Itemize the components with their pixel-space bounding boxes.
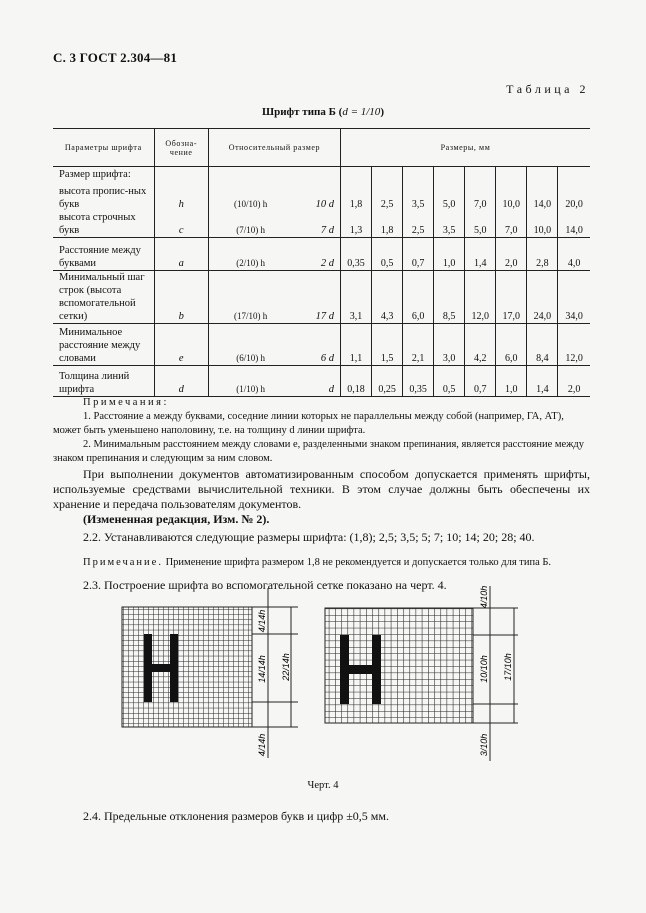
- item-2-3: 2.3. Построение шрифта во вспомогательной сетке показано на черт. 4.: [83, 578, 447, 592]
- value-cell: 12,0: [465, 271, 496, 324]
- page-header: С. 3 ГОСТ 2.304—81: [53, 50, 178, 65]
- value-cell: 7,0: [496, 211, 527, 238]
- letter-h-right-bar: [340, 665, 381, 674]
- note-1: 1. Расстояние a между буквами, соседние линии которых не параллельны между собой (например, ГА, АТ), может быть уменьшено наполовину, т.е. на толщину d линии шрифта.: [53, 411, 564, 436]
- d-cell: 2 d: [292, 238, 340, 271]
- value-cell: 1,0: [434, 238, 465, 271]
- value-cell: 2,8: [527, 238, 558, 271]
- value-cell: 10,0: [496, 181, 527, 211]
- relative-cell: (6/10) h: [208, 324, 292, 366]
- value-cell: 0,7: [403, 238, 434, 271]
- item-2-4: 2.4. Предельные отклонения размеров букв и цифр ±0,5 мм.: [83, 809, 389, 823]
- value-cell: 5,0: [434, 181, 465, 211]
- grid-right: [325, 608, 473, 723]
- font-parameters-table: [53, 128, 590, 397]
- param-cell: Минимальный шаг строк (высота вспомогательной сетки): [53, 271, 154, 324]
- note-2: 2. Минимальным расстоянием между словами e, разделенными знаком препинания, является расстояние между знаком препинания и следующим за ним словом.: [53, 439, 585, 464]
- dim-right-top: 4/10h: [479, 585, 489, 609]
- dim-left-total: 22/14h: [281, 653, 291, 681]
- dim-right-bottom: 3/10h: [479, 733, 489, 757]
- grid-left: [122, 607, 252, 727]
- param-cell: Минимальное расстояние между словами: [53, 324, 154, 366]
- table-header-row: [53, 129, 590, 167]
- header-sizes: Размеры, мм: [341, 129, 590, 167]
- figure-caption: Черт. 4: [307, 780, 339, 791]
- value-cell: 7,0: [465, 181, 496, 211]
- value-cell: 4,2: [465, 324, 496, 366]
- param-cell: высота строчных букв: [53, 211, 154, 238]
- value-cell: 34,0: [558, 271, 590, 324]
- value-cell: 0,35: [403, 366, 434, 397]
- value-cell: 12,0: [558, 324, 590, 366]
- value-cell: 14,0: [527, 181, 558, 211]
- value-cell: 1,3: [341, 211, 372, 238]
- relative-cell: (7/10) h: [208, 211, 292, 238]
- notes-title: Примечания:: [83, 397, 169, 408]
- d-cell: d: [292, 366, 340, 397]
- table-row: [53, 238, 590, 271]
- value-cell: 2,5: [403, 211, 434, 238]
- value-cell: 2,5: [372, 181, 403, 211]
- value-cell: 20,0: [558, 181, 590, 211]
- value-cell: 1,5: [372, 324, 403, 366]
- table-caption-formula: d = 1/10: [342, 106, 381, 118]
- value-cell: 17,0: [496, 271, 527, 324]
- note-2-2-label: Примечание.: [83, 557, 163, 568]
- value-cell: 1,4: [465, 238, 496, 271]
- value-cell: 1,1: [341, 324, 372, 366]
- value-cell: 3,0: [434, 324, 465, 366]
- table-caption-suffix: ): [380, 106, 384, 118]
- value-cell: 3,5: [403, 181, 434, 211]
- symbol-cell: h: [154, 181, 208, 211]
- table-row: [53, 211, 590, 238]
- symbol-cell: e: [154, 324, 208, 366]
- d-cell: 17 d: [292, 271, 340, 324]
- header-params: Параметры шрифта: [53, 129, 154, 167]
- value-cell: 0,5: [372, 238, 403, 271]
- table-row: [53, 366, 590, 397]
- value-cell: 2,0: [496, 238, 527, 271]
- header-relative: Относительный размер: [208, 129, 340, 167]
- dim-left-top: 4/14h: [257, 609, 267, 633]
- header-symbol: Обозна-чение: [154, 129, 208, 167]
- d-cell: 6 d: [292, 324, 340, 366]
- value-cell: 2,1: [403, 324, 434, 366]
- symbol-cell: a: [154, 238, 208, 271]
- table-caption: [0, 106, 646, 118]
- value-cell: 24,0: [527, 271, 558, 324]
- table-notes: [53, 396, 590, 466]
- value-cell: 0,35: [341, 238, 372, 271]
- symbol-cell: b: [154, 271, 208, 324]
- table-caption-prefix: Шрифт типа Б (: [262, 106, 343, 118]
- param-cell: Толщина линий шрифта: [53, 366, 154, 397]
- value-cell: 10,0: [527, 211, 558, 238]
- value-cell: 8,4: [527, 324, 558, 366]
- d-cell: 7 d: [292, 211, 340, 238]
- symbol-cell: c: [154, 211, 208, 238]
- value-cell: 1,0: [496, 366, 527, 397]
- value-cell: 1,4: [527, 366, 558, 397]
- param-cell: Расстояние между буквами: [53, 238, 154, 271]
- value-cell: 6,0: [496, 324, 527, 366]
- value-cell: 0,7: [465, 366, 496, 397]
- value-cell: 3,5: [434, 211, 465, 238]
- item-2-2: 2.2. Устанавливаются следующие размеры шрифта: (1,8); 2,5; 3,5; 5; 7; 10; 14; 20; 28; 40.: [83, 530, 535, 544]
- value-cell: 3,1: [341, 271, 372, 324]
- dim-right-total: 17/10h: [503, 653, 513, 681]
- symbol-cell: d: [154, 366, 208, 397]
- value-cell: 1,8: [341, 181, 372, 211]
- value-cell: 2,0: [558, 366, 590, 397]
- value-cell: 8,5: [434, 271, 465, 324]
- value-cell: 0,25: [372, 366, 403, 397]
- param-cell: высота пропис-ных букв: [59, 185, 147, 210]
- dim-right-mid: 10/10h: [479, 655, 489, 683]
- value-cell: 0,5: [434, 366, 465, 397]
- value-cell: 1,8: [372, 211, 403, 238]
- relative-cell: (2/10) h: [208, 238, 292, 271]
- table-row: [53, 271, 590, 324]
- figure-4: [118, 583, 538, 773]
- value-cell: 5,0: [465, 211, 496, 238]
- paragraph-auto-text: При выполнении документов автоматизированным способом допускается применять шрифты, используемые средствами вычислительной техники. В этом случае должны быть обеспечены их хранение и передача пользователям документов.: [53, 467, 590, 511]
- paragraph-auto: [53, 467, 590, 593]
- note-2-2: [53, 555, 590, 570]
- relative-cell: (17/10) h: [208, 271, 292, 324]
- table-row: [53, 324, 590, 366]
- value-cell: 4,0: [558, 238, 590, 271]
- value-cell: 14,0: [558, 211, 590, 238]
- table-label: Таблица 2: [506, 82, 589, 96]
- dim-left-bottom: 4/14h: [257, 733, 267, 757]
- letter-h-left-bar: [144, 664, 178, 672]
- item-2-4-block: [53, 809, 590, 824]
- value-cell: 6,0: [403, 271, 434, 324]
- revision-note: (Измененная редакция, Изм. № 2).: [83, 512, 270, 526]
- value-cell: 0,18: [341, 366, 372, 397]
- relative-cell: (10/10) h: [208, 181, 292, 211]
- dim-left-mid: 14/14h: [257, 655, 267, 683]
- d-cell: 10 d: [315, 198, 335, 210]
- value-cell: 4,3: [372, 271, 403, 324]
- table-row: [53, 167, 590, 181]
- param-cell: Размер шрифта:: [59, 168, 131, 180]
- relative-cell: (1/10) h: [208, 366, 292, 397]
- table-row: [53, 181, 590, 211]
- note-2-2-text: Применение шрифта размером 1,8 не рекомендуется и допускается только для типа Б.: [162, 557, 552, 568]
